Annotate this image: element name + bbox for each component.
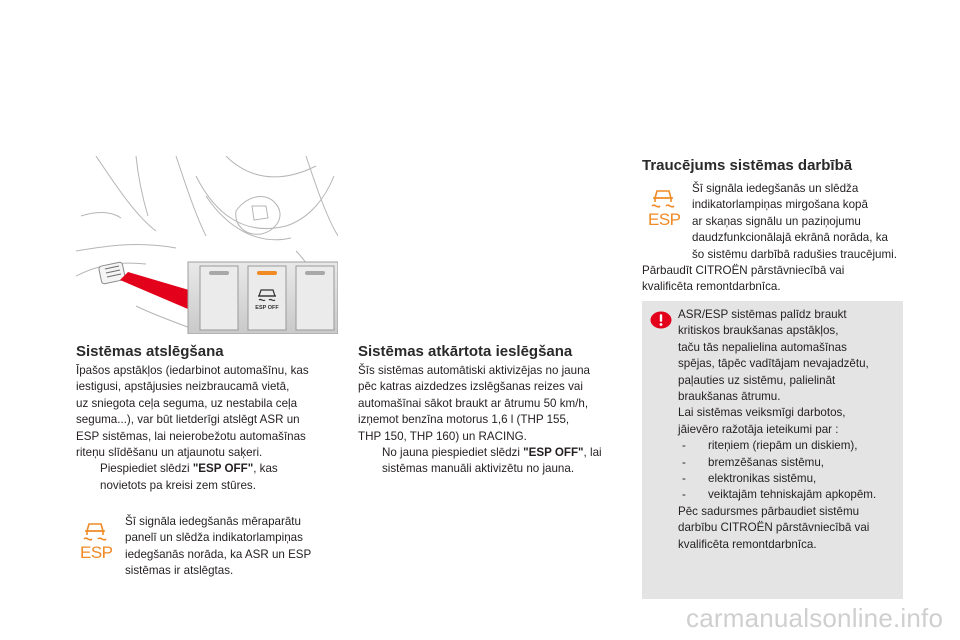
footer-watermark: carmanualsonline.info bbox=[686, 603, 944, 633]
list-item: - elektronikas sistēmu, bbox=[682, 472, 817, 486]
esp-malfunction-icon bbox=[648, 184, 681, 230]
warning-box bbox=[642, 301, 903, 599]
text-line: ASR/ESP sistēmas palīdz braukt bbox=[678, 308, 847, 321]
text-line: sistēmas ir atslēgtas. bbox=[125, 564, 234, 578]
text-line: panelī un slēdža indikatorlampiņas bbox=[125, 531, 303, 545]
esp-off-warning-icon bbox=[80, 517, 113, 563]
text-line: šo sistēmu darbībā radušies traucējumi. bbox=[692, 247, 897, 261]
esp-off-signal-text bbox=[125, 514, 340, 580]
text-line: Šī signāla iedegšanās un slēdža bbox=[692, 182, 859, 195]
text-line: indikatorlampiņas mirgošana kopā bbox=[692, 198, 868, 212]
dashboard-illustration bbox=[76, 156, 338, 334]
text-line: uz sniegota ceļa seguma, uz nestabila ceļa bbox=[76, 396, 298, 410]
esp-label: ESP bbox=[80, 543, 113, 562]
list-item: - riteņiem (riepām un diskiem), bbox=[682, 439, 858, 453]
text-line: ar skaņas signālu un paziņojumu bbox=[692, 214, 861, 228]
text-line: iestigusi, apstājusies neizbraucamā vietā, bbox=[76, 380, 290, 394]
text-line: THP 150, THP 160) un RACING. bbox=[358, 429, 527, 443]
text-line: paļauties uz sistēmu, palielināt bbox=[678, 373, 836, 387]
disable-paragraph bbox=[76, 363, 346, 494]
warning-text bbox=[678, 307, 900, 553]
text-line: kritiskos braukšanas apstākļos, bbox=[678, 324, 839, 338]
text-line: izņemot benzīna motorus 1,6 l (THP 155, bbox=[358, 413, 570, 427]
text-line: iedegšanās norāda, ka ASR un ESP bbox=[125, 547, 312, 561]
esp-off-button-label: ESP OFF bbox=[255, 305, 279, 311]
text-line: automašīnai sākot braukt ar ātrumu 50 km/h, bbox=[358, 396, 589, 410]
text-line: darbību CITROËN pārstāvniecībā vai bbox=[678, 521, 870, 535]
text-line: kvalificēta remontdarbnīca. bbox=[642, 280, 781, 294]
list-item: - bremzēšanas sistēmu, bbox=[682, 455, 824, 469]
text-line: seguma...), var būt lietderīgi atslēgt ASR un bbox=[76, 413, 300, 427]
text-line: daudzfunkcionālajā ekrānā norāda, ka bbox=[692, 231, 888, 245]
text-line: spējas, tāpēc vadītājam nevajadzētu, bbox=[678, 357, 869, 371]
text-line: taču tās nepalielina automašīnas bbox=[678, 340, 847, 354]
text-line: braukšanas ātrumu. bbox=[678, 390, 781, 404]
bullet-press-esp-off: Piespiediet slēdzi "ESP OFF", kas novietots pa kreisi zem stūres. bbox=[100, 462, 278, 492]
heading-disable: Sistēmas atslēgšana bbox=[76, 343, 224, 360]
reactivate-paragraph bbox=[358, 363, 628, 478]
text-line: Pārbaudīt CITROËN pārstāvniecībā vai bbox=[642, 264, 845, 277]
text-line: kvalificēta remontdarbnīca. bbox=[678, 537, 817, 551]
text-line: Pēc sadursmes pārbaudiet sistēmu bbox=[678, 504, 860, 518]
text-line: Šī signāla iedegšanās mēraparātu bbox=[125, 515, 301, 528]
text-line: Šīs sistēmas automātiski aktivizējas no jauna bbox=[358, 364, 590, 377]
list-item: - veiktajām tehniskajām apkopēm. bbox=[682, 488, 877, 502]
heading-reactivate: Sistēmas atkārtota ieslēgšana bbox=[358, 343, 573, 360]
text-line: jāievēro ražotāja ieteikumi par : bbox=[678, 422, 839, 436]
bullet-press-esp-off-again: No jauna piespiediet slēdzi "ESP OFF", lai sistēmas manuāli aktivizētu no jauna. bbox=[382, 446, 602, 476]
malfunction-signal-text bbox=[692, 181, 912, 263]
esp-label: ESP bbox=[648, 210, 681, 229]
heading-malfunction: Traucējums sistēmas darbībā bbox=[642, 157, 853, 174]
text-line: ESP sistēmas, lai neierobežotu automašīnas bbox=[76, 429, 306, 443]
text-line: Īpašos apstākļos (iedarbinot automašīnu, kas bbox=[76, 364, 309, 377]
text-line: pēc katras aizdedzes izslēgšanas reizes vai bbox=[358, 380, 583, 394]
exclamation-warning-icon bbox=[650, 311, 672, 334]
check-dealer-text bbox=[642, 263, 902, 296]
text-line: riteņu slīdēšanu un atjaunotu saķeri. bbox=[76, 446, 263, 460]
text-line: Lai sistēmas veiksmīgi darbotos, bbox=[678, 406, 846, 420]
